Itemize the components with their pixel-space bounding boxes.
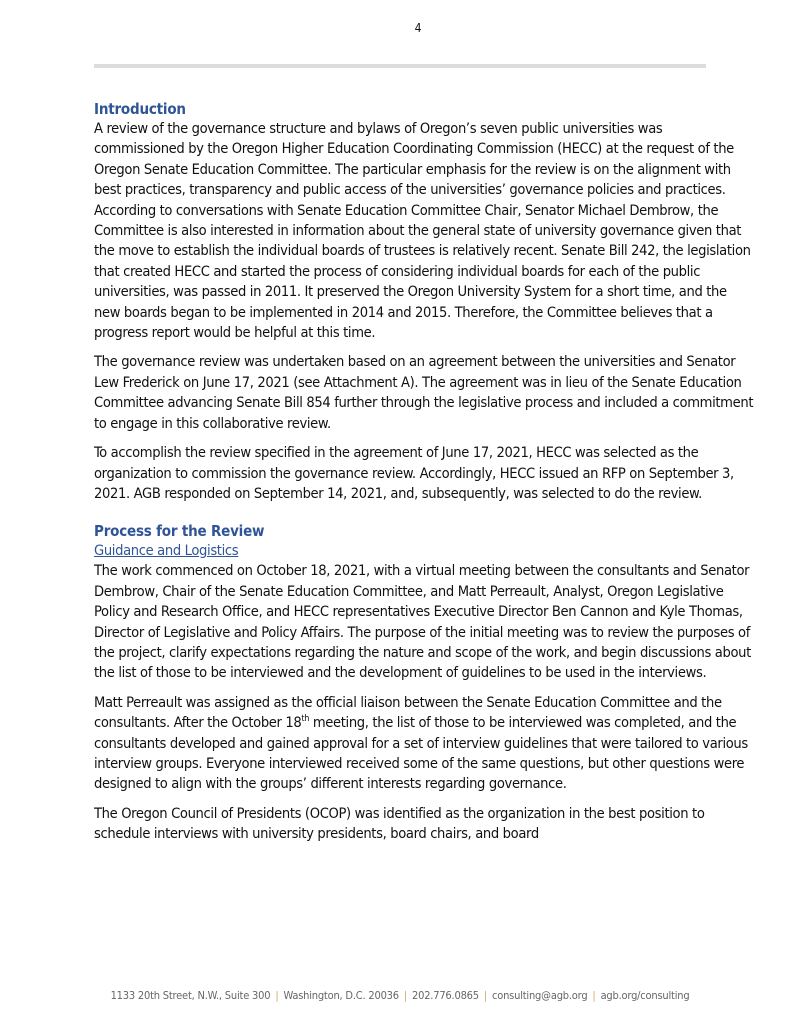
process-paragraph-2 — [94, 693, 754, 795]
page-footer — [0, 989, 800, 1002]
footer-separator: | — [275, 989, 279, 1002]
footer-separator: | — [403, 989, 408, 1002]
header-rule — [94, 64, 706, 68]
process-paragraph-2-text-b: meeting, the list of those to be interviewed was completed, and the consultants developed and gained approval for a set of interview guidelines that were tailored to various interview groups. Everyone interviewed received some of the same questions, but other questions were designed to align with the groups’ different interests regarding governance. — [94, 714, 748, 793]
footer-separator: | — [483, 989, 487, 1002]
intro-paragraph-1: A review of the governance structure and bylaws of Oregon’s seven public universities was commissioned by the Oregon Higher Education Coordinating Commission (HECC) at the request of the Oregon Senate Education Committee. The particular emphasis for the review is on the alignment with best practices, transparency and public access of the universities’ governance policies and practices. According to conversations with Senate Education Committee Chair, Senator Michael Dembrow, the Committee is also interested in information about the general state of university governance given that the move to establish the individual boards of trustees is relatively recent. Senate Bill 242, the legislation that created HECC and started the process of considering individual boards for each of the public universities, was passed in 2011. It preserved the Oregon University System for a short time, and the new boards began to be implemented in 2014 and 2015. Therefore, the Committee believes that a progress report would be helpful at this time. — [94, 120, 751, 342]
footer-website: agb.org/consulting — [600, 989, 690, 1002]
intro-paragraph-3: To accomplish the review specified in the agreement of June 17, 2021, HECC was selected as the organization to commission the governance review. Accordingly, HECC issued an RFP on September 3, 2021. AGB responded on September 14, 2021, and, subsequently, was selected to do the review. — [94, 444, 734, 502]
process-paragraph-3: The Oregon Council of Presidents (OCOP) was identified as the organization in the best position to schedule interviews with university presidents, board chairs, and board — [94, 804, 705, 843]
process-paragraph-1: The work commenced on October 18, 2021, with a virtual meeting between the consultants and Senator Dembrow, Chair of the Senate Education Committee, and Matt Perreault, Analyst, Oregon Legislative Policy and Research Office, and HECC representatives Executive Director Ben Cannon and Kyle Thomas, Director of Legislative and Policy Affairs. The purpose of the initial meeting was to review the purposes of the project, clarify expectations regarding the nature and scope of the work, and begin discussions about the list of those to be interviewed and the development of guidelines to be used in the interviews. — [94, 562, 751, 682]
introduction-heading: Introduction — [94, 100, 186, 118]
footer-city: Washington, D.C. 20036 — [283, 989, 399, 1002]
process-heading: Process for the Review — [94, 522, 265, 541]
intro-paragraph-2: The governance review was undertaken based on an agreement between the universities and Senator Lew Frederick on June 17, 2021 (see Attachment A). The agreement was in lieu of the Senate Education Committee advancing Senate Bill 854 further through the legislative process and included a commitment to engage in this collaborative review. — [94, 353, 754, 432]
ordinal-suffix: th — [301, 714, 310, 725]
guidance-logistics-subheading: Guidance and Logistics — [94, 542, 239, 560]
footer-phone: 202.776.0865 — [412, 989, 479, 1002]
footer-email: consulting@agb.org — [492, 989, 588, 1002]
process-paragraph-2-text-a: Matt Perreault was assigned as the official liaison between the Senate Education Committee and the consultants. After the October 18 — [94, 693, 722, 732]
page-number: 4 — [414, 21, 422, 35]
document-body — [94, 99, 754, 854]
footer-separator: | — [592, 989, 596, 1002]
footer-address: 1133 20th Street, N.W., Suite 300 — [110, 989, 271, 1002]
